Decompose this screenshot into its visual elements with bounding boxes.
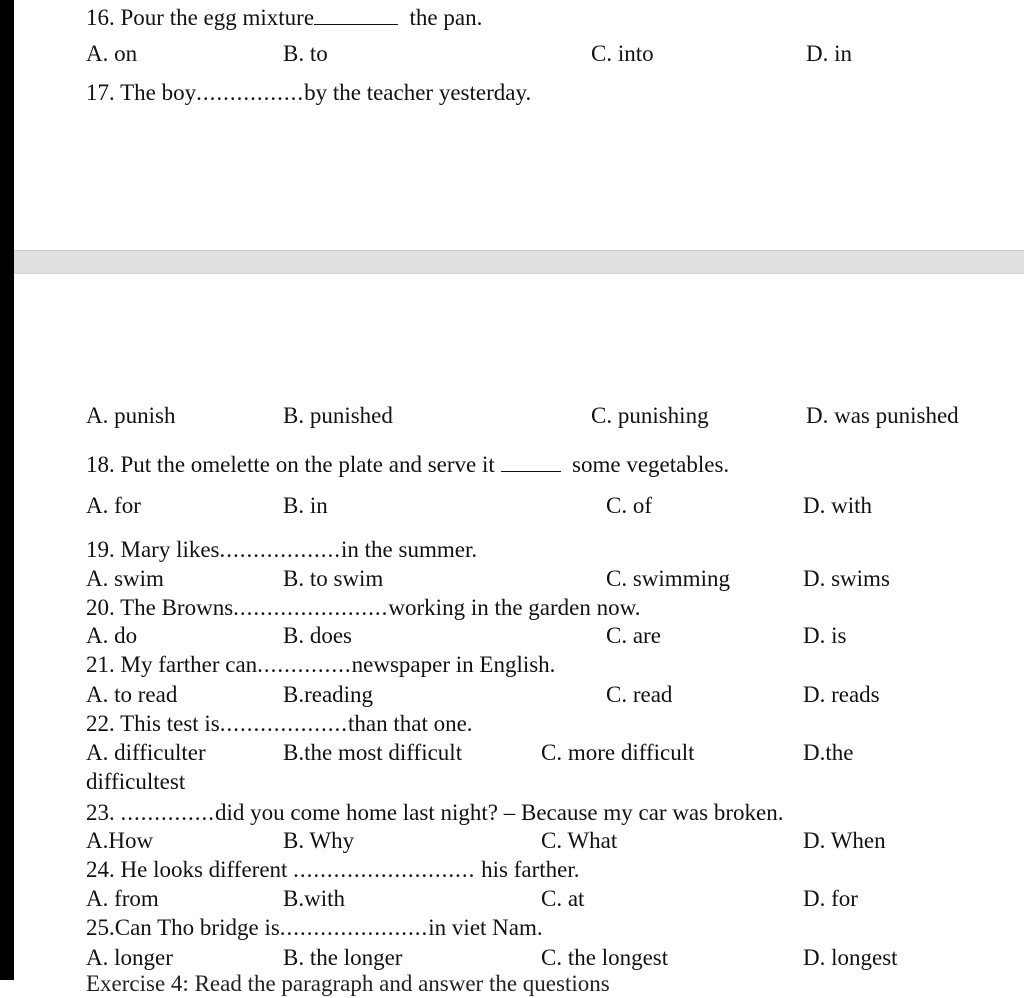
question-24: 24. He looks different ........................... his farther. [86, 857, 580, 882]
option-a[interactable]: A. for [86, 493, 141, 518]
option-b[interactable]: B. to [283, 41, 328, 66]
page-separator [14, 250, 1024, 274]
left-black-bar [0, 0, 14, 980]
question-21: 21. My farther can..............newspaper in English. [86, 652, 556, 677]
option-c[interactable]: C. are [606, 623, 661, 648]
option-d[interactable]: D. in [806, 41, 852, 66]
cut-off-heading: Exercise 4: Read the paragraph and answer the questions [86, 971, 610, 996]
option-b[interactable]: B.reading [283, 682, 374, 707]
blank-line [501, 453, 561, 472]
option-a[interactable]: A. to read [86, 682, 178, 707]
option-d[interactable]: D. longest [803, 945, 898, 970]
option-d[interactable]: D. is [803, 623, 847, 648]
question-20: 20. The Browns.......................working in the garden now. [86, 595, 641, 620]
option-d-continued: difficultest [86, 769, 186, 794]
option-c[interactable]: C. into [591, 41, 654, 66]
option-a[interactable]: A. from [86, 886, 159, 911]
option-b[interactable]: B. does [283, 623, 352, 648]
option-b[interactable]: B. to swim [283, 566, 384, 591]
option-c[interactable]: C. more difficult [541, 740, 695, 765]
question-19: 19. Mary likes..................in the summer. [86, 537, 478, 562]
option-b[interactable]: B.the most difficult [283, 740, 463, 765]
option-a[interactable]: A. punish [86, 403, 176, 428]
option-a[interactable]: A. do [86, 623, 138, 648]
option-b[interactable]: B. Why [283, 828, 355, 853]
question-22: 22. This test is...................than that one. [86, 711, 473, 736]
option-c[interactable]: C. What [541, 828, 618, 853]
option-a[interactable]: A. longer [86, 945, 173, 970]
option-c[interactable]: C. swimming [606, 566, 730, 591]
option-c[interactable]: C. of [606, 493, 652, 518]
option-b[interactable]: B.with [283, 886, 345, 911]
question-17: 17. The boy................by the teacher yesterday. [86, 80, 532, 105]
option-a[interactable]: A.How [86, 828, 154, 853]
question-23: 23. ..............did you come home last night? – Because my car was broken. [86, 800, 784, 825]
question-18: 18. Put the omelette on the plate and serve it some vegetables. [86, 452, 730, 477]
option-b[interactable]: B. punished [283, 403, 393, 428]
option-b[interactable]: B. the longer [283, 945, 403, 970]
option-d[interactable]: D.the [803, 740, 854, 765]
option-d[interactable]: D. for [803, 886, 858, 911]
option-d[interactable]: D. When [803, 828, 886, 853]
option-d[interactable]: D. reads [803, 682, 880, 707]
option-a[interactable]: A. swim [86, 566, 164, 591]
option-d[interactable]: D. was punished [806, 403, 959, 428]
option-a[interactable]: A. difficulter [86, 740, 206, 765]
option-a[interactable]: A. on [86, 41, 138, 66]
blank-line [314, 6, 398, 25]
option-d[interactable]: D. swims [803, 566, 890, 591]
option-b[interactable]: B. in [283, 493, 328, 518]
option-c[interactable]: C. read [606, 682, 673, 707]
question-16: 16. Pour the egg mixture the pan. [86, 5, 483, 30]
option-c[interactable]: C. punishing [591, 403, 709, 428]
option-c[interactable]: C. the longest [541, 945, 669, 970]
question-25: 25.Can Tho bridge is......................in viet Nam. [86, 915, 543, 940]
option-c[interactable]: C. at [541, 886, 585, 911]
option-d[interactable]: D. with [803, 493, 872, 518]
